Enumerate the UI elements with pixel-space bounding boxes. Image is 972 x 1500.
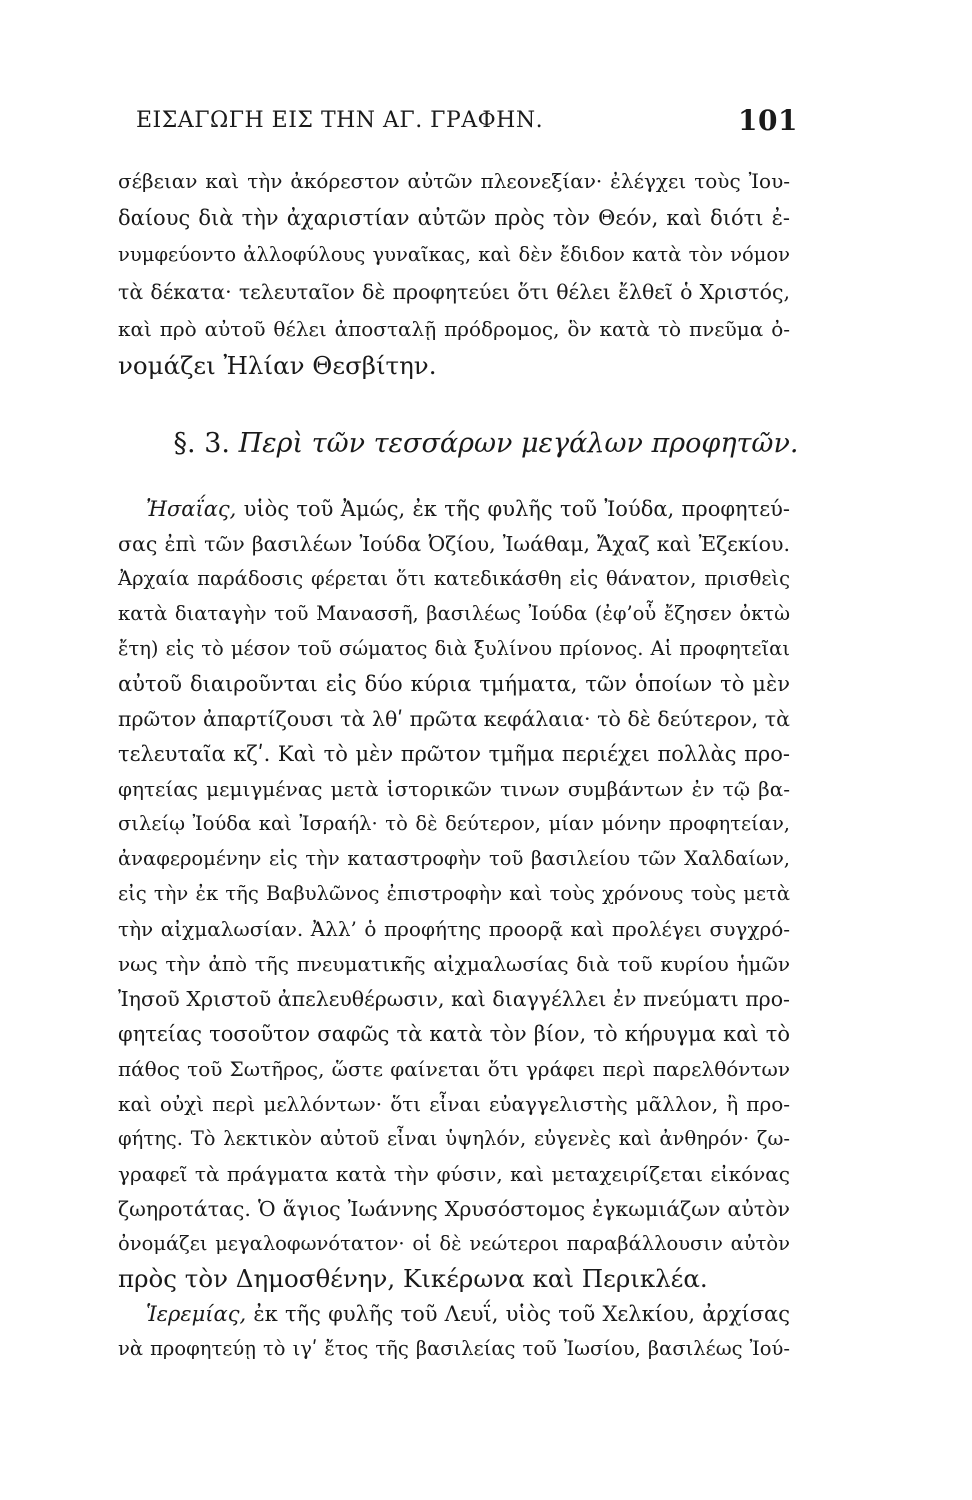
text-line: ἀναφερομένην εἰς τὴν καταστροφὴν τοῦ βασιλείου τῶν Χαλδαίων, [118,847,790,870]
text-line: καὶ οὐχὶ περὶ μελλόντων· ὅτι εἶναι εὐαγγελιστὴς μᾶλλον, ἢ προ- [118,1092,790,1116]
text-line: καὶ πρὸ αὐτοῦ θέλει ἀποσταλῇ πρόδρομος, ὃν κατὰ τὸ πνεῦμα ὀ- [118,317,790,341]
text-line: ζωηροτάτας. Ὁ ἅγιος Ἰωάννης Χρυσόστομος ἐγκωμιάζων αὐτὸν [118,1197,790,1221]
text-line-first [146,1299,790,1329]
text-line: τελευταῖα κζʹ. Καὶ τὸ μὲν πρῶτον τμῆμα περιέχει πολλὰς προ- [118,742,790,766]
text-line: δαίους διὰ τὴν ἀχαριστίαν αὐτῶν πρὸς τὸν Θεόν, καὶ διότι ἐ- [118,206,790,230]
text-line: σας ἐπὶ τῶν βασιλέων Ἰούδα Ὀζίου, Ἰωάθαμ, Ἄχαζ καὶ Ἐζεκίου. [118,532,790,556]
section-number: §. 3. [173,428,230,459]
text-line: πρῶτον ἀπαρτίζουσι τὰ λθʹ πρῶτα κεφάλαια· τὸ δὲ δεύτερον, τὰ [118,707,790,731]
text-line: ὀνομάζει μεγαλοφωνότατον· οἱ δὲ νεώτεροι παραβάλλουσιν αὐτὸν [118,1232,790,1255]
text-line: εἰς τὴν ἐκ τῆς Βαβυλῶνος ἐπιστροφὴν καὶ τοὺς χρόνους τοὺς μετὰ [118,882,790,905]
text-line: πάθος τοῦ Σωτῆρος, ὥστε φαίνεται ὅτι γράφει περὶ παρελθόντων [118,1057,790,1081]
text-line: νως τὴν ἀπὸ τῆς πνευματικῆς αἰχμαλωσίας διὰ τοῦ κυρίου ἡμῶν [118,952,790,976]
text-line: σιλείῳ Ἰούδα καὶ Ἰσραήλ· τὸ δὲ δεύτερον, μίαν μόνην προφητείαν, [118,812,790,835]
text-line-first [146,494,790,524]
text-run: ἐκ τῆς φυλῆς τοῦ Λευΐ, υἱὸς τοῦ Χελκίου, ἀρχίσας [253,1302,790,1326]
text-line: γραφεῖ τὰ πράγματα κατὰ τὴν φύσιν, καὶ μεταχειρίζεται εἰκόνας [118,1162,790,1186]
text-line: πρὸς τὸν Δημοσθένην, Κικέρωνα καὶ Περικλέα. [118,1264,708,1293]
prophet-name-jeremiah: Ἱερεμίας, [146,1302,247,1326]
text-line: σέβειαν καὶ τὴν ἀκόρεστον αὐτῶν πλεονεξίαν· ἐλέγχει τοὺς Ἰου- [118,169,790,193]
prophet-name-isaiah: Ἠσαΐας, [146,497,237,521]
text-line: τὴν αἰχμαλωσίαν. Ἀλλ’ ὁ προφήτης προορᾷ καὶ προλέγει συγχρό- [118,917,790,941]
text-line: κατὰ διαταγὴν τοῦ Μανασσῆ, βασιλέως Ἰούδα (ἐφ’οὗ ἔζησεν ὀκτὼ [118,602,790,625]
text-line: φητείας μεμιγμένας μετὰ ἱστορικῶν τινων συμβάντων ἐν τῷ βα- [118,777,790,801]
text-line: Ἰησοῦ Χριστοῦ ἀπελευθέρωσιν, καὶ διαγγέλλει ἐν πνεύματι προ- [118,987,790,1011]
text-line: φήτης. Τὸ λεκτικὸν αὐτοῦ εἶναι ὑψηλόν, εὐγενὲς καὶ ἀνθηρόν· ζω- [118,1127,790,1150]
text-line: νυμφεύοντο ἀλλοφύλους γυναῖκας, καὶ δὲν ἔδιδον κατὰ τὸν νόμον [118,243,790,266]
section-title: Περὶ τῶν τεσσάρων μεγάλων προφητῶν. [238,428,799,459]
text-line: ἔτη) εἰς τὸ μέσον τοῦ σώματος διὰ ξυλίνου πρίονος. Αἱ προφητεῖαι [118,637,790,660]
page-number: 101 [738,104,798,137]
text-run: υἱὸς τοῦ Ἀμώς, ἐκ τῆς φυλῆς τοῦ Ἰούδα, προφητεύ- [243,497,790,521]
text-line: φητείας τοσοῦτον σαφῶς τὰ κατὰ τὸν βίον, τὸ κήρυγμα καὶ τὸ [118,1022,790,1046]
running-title: ΕΙΣΑΓΩΓΗ ΕΙΣ ΤΗΝ ΑΓ. ΓΡΑΦΗΝ. [136,108,544,133]
text-line: νὰ προφητεύῃ τὸ ιγʹ ἔτος τῆς βασιλείας τοῦ Ἰωσίου, βασιλέως Ἰού- [118,1337,790,1360]
section-heading [0,428,972,459]
text-line: Ἀρχαία παράδοσις φέρεται ὅτι κατεδικάσθη εἰς θάνατον, πρισθεὶς [118,567,790,590]
text-line: αὐτοῦ διαιροῦνται εἰς δύο κύρια τμήματα, τῶν ὁποίων τὸ μὲν [118,672,790,696]
text-line: νομάζει Ἠλίαν Θεσβίτην. [118,351,437,380]
text-line: τὰ δέκατα· τελευταῖον δὲ προφητεύει ὅτι θέλει ἔλθεῖ ὁ Χριστός, [118,280,790,304]
